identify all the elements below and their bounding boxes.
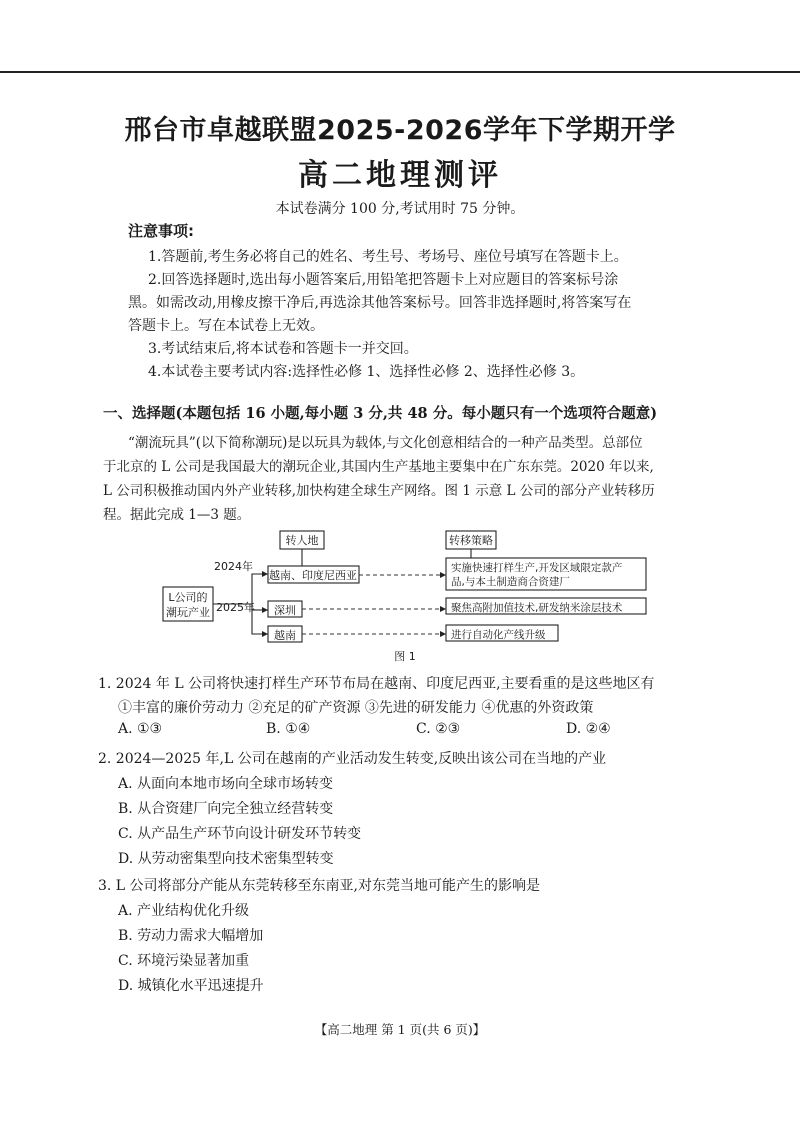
source-label-line2: 潮玩产业 bbox=[166, 606, 210, 619]
dest2-label: 深圳 bbox=[274, 604, 296, 617]
dest-header: 转人地 bbox=[285, 534, 319, 547]
strategy1-line1: 实施快速打样生产,开发区域限定款产 bbox=[451, 562, 623, 574]
year-2024: 2024年 bbox=[214, 560, 253, 573]
exam-subtitle: 本试卷满分 100 分,考试用时 75 分钟。 bbox=[275, 201, 525, 217]
figure-caption: 图 1 bbox=[394, 650, 416, 663]
strategy2-label: 聚焦高附加值技术,研发纳米涂层技术 bbox=[451, 602, 623, 614]
question-3-option-b[interactable]: B. 劳动力需求大幅增加 bbox=[118, 928, 264, 944]
strategy-header: 转移策略 bbox=[449, 534, 493, 547]
question-3-option-d[interactable]: D. 城镇化水平迅速提升 bbox=[118, 978, 264, 994]
notice-line: 答题卡上。写在本试卷上无效。 bbox=[128, 318, 324, 334]
page-footer: 【高二地理 第 1 页(共 6 页)】 bbox=[314, 1022, 486, 1037]
section-heading: 一、选择题(本题包括 16 小题,每小题 3 分,共 48 分。每小题只有一个选项符合题意) bbox=[103, 405, 658, 422]
question-2-option-b[interactable]: B. 从合资建厂向完全独立经营转变 bbox=[118, 801, 334, 817]
notice-line: 黑。如需改动,用橡皮擦干净后,再选涂其他答案标号。回答非选择题时,将答案写在 bbox=[128, 295, 632, 311]
question-1-stem: 1. 2024 年 L 公司将快速打样生产环节布局在越南、印度尼西亚,主要看重的是这些地区有 bbox=[98, 676, 655, 692]
passage-line: L 公司积极推动国内外产业转移,加快构建全球生产网络。图 1 示意 L 公司的部分产业转移历 bbox=[103, 483, 655, 499]
question-1-option-b[interactable]: B. ①④ bbox=[266, 721, 311, 737]
question-3-stem: 3. L 公司将部分产能从东莞转移至东南亚,对东莞当地可能产生的影响是 bbox=[98, 878, 541, 894]
question-1-option-d[interactable]: D. ②④ bbox=[566, 721, 611, 737]
exam-title-line2: 高二地理测评 bbox=[298, 158, 502, 193]
exam-title-line1: 邢台市卓越联盟2025-2026学年下学期开学 bbox=[124, 115, 676, 146]
passage-line: 程。据此完成 1—3 题。 bbox=[103, 507, 251, 523]
source-label-line1: L公司的 bbox=[168, 591, 208, 604]
passage-line: “潮流玩具”(以下简称潮玩)是以玩具为载体,与文化创意相结合的一种产品类型。总部位 bbox=[128, 435, 643, 451]
question-3-option-c[interactable]: C. 环境污染显著加重 bbox=[118, 953, 250, 969]
dest1-label: 越南、印度尼西亚 bbox=[269, 569, 357, 582]
notice-line: 1.答题前,考生务必将自己的姓名、考生号、考场号、座位号填写在答题卡上。 bbox=[148, 249, 628, 265]
question-2-option-d[interactable]: D. 从劳动密集型向技术密集型转变 bbox=[118, 851, 334, 867]
question-2-option-a[interactable]: A. 从面向本地市场向全球市场转变 bbox=[118, 776, 334, 792]
strategy1-line2: 品,与本土制造商合资建厂 bbox=[451, 576, 570, 588]
notice-line: 2.回答选择题时,选出每小题答案后,用铅笔把答题卡上对应题目的答案标号涂 bbox=[148, 272, 619, 288]
question-1-statements: ①丰富的廉价劳动力 ②充足的矿产资源 ③先进的研发能力 ④优惠的外资政策 bbox=[118, 700, 594, 716]
notice-line: 3.考试结束后,将本试卷和答题卡一并交回。 bbox=[148, 341, 418, 357]
notice-heading: 注意事项: bbox=[128, 222, 194, 240]
strategy3-label: 进行自动化产线升级 bbox=[451, 629, 546, 641]
year-2025: 2025年 bbox=[216, 601, 255, 614]
question-1-option-a[interactable]: A. ①③ bbox=[118, 721, 163, 737]
notice-line: 4.本试卷主要考试内容:选择性必修 1、选择性必修 2、选择性必修 3。 bbox=[148, 364, 585, 380]
question-2-stem: 2. 2024—2025 年,L 公司在越南的产业活动发生转变,反映出该公司在当地的产业 bbox=[98, 751, 607, 767]
question-2-option-c[interactable]: C. 从产品生产环节向设计研发环节转变 bbox=[118, 826, 362, 842]
question-3-option-a[interactable]: A. 产业结构优化升级 bbox=[118, 903, 250, 919]
dest3-label: 越南 bbox=[274, 629, 296, 642]
passage-line: 于北京的 L 公司是我国最大的潮玩企业,其国内生产基地主要集中在广东东莞。2020 年以来, bbox=[103, 459, 654, 475]
question-1-option-c[interactable]: C. ②③ bbox=[416, 721, 461, 737]
